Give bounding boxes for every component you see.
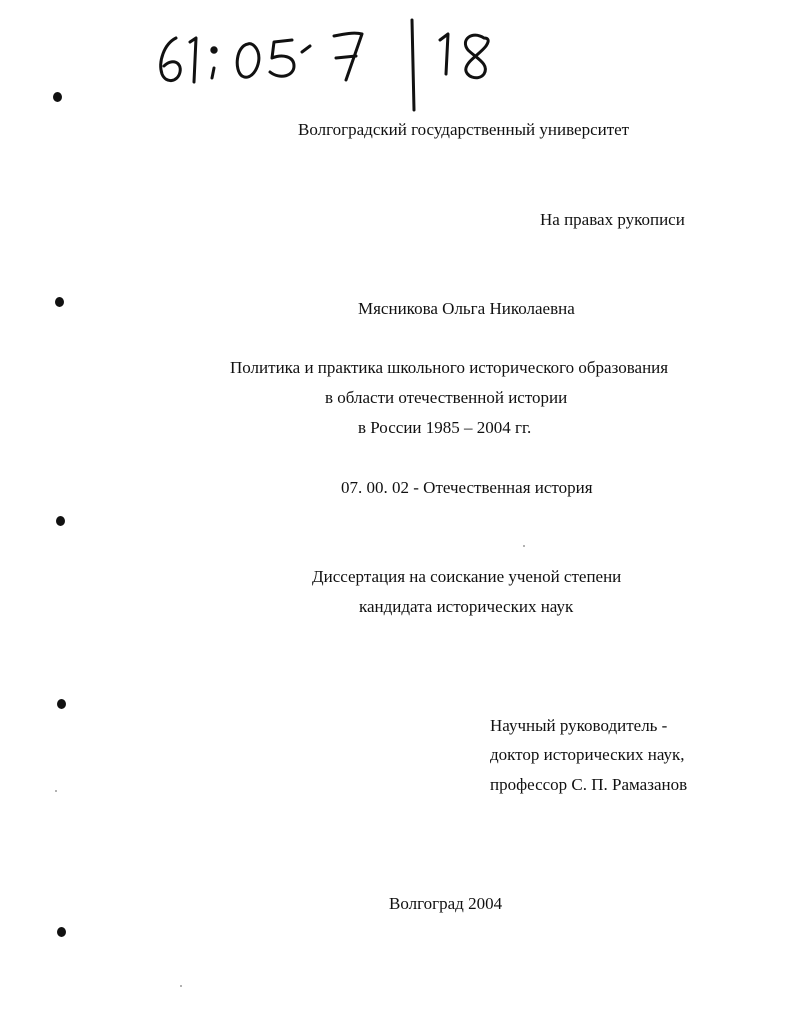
punch-hole-marker [56, 516, 65, 526]
dissertation-title-line: Политика и практика школьного исторического образования [230, 358, 669, 377]
manuscript-rights-note: На правах рукописи [540, 210, 685, 229]
punch-hole-marker [57, 699, 66, 709]
city-year: Волгоград 2004 [389, 894, 503, 913]
degree-statement-line: Диссертация на соискание ученой степени [312, 567, 622, 586]
handwritten-code-drawing [150, 10, 520, 115]
punch-hole-marker [53, 92, 62, 102]
supervisor-line: доктор исторических наук, [490, 745, 685, 764]
scan-speck [180, 985, 182, 987]
scan-speck [523, 545, 525, 547]
handwritten-archive-code [150, 10, 520, 115]
dissertation-title-line: в области отечественной истории [325, 388, 568, 407]
specialty-code: 07. 00. 02 - Отечественная история [341, 478, 593, 497]
supervisor-line: Научный руководитель - [490, 716, 668, 735]
university-name: Волгоградский государственный университет [298, 120, 630, 139]
degree-statement-line: кандидата исторических наук [359, 597, 574, 616]
supervisor-line: профессор С. П. Рамазанов [490, 775, 688, 794]
punch-hole-marker [55, 297, 64, 307]
scan-speck [55, 790, 57, 792]
punch-hole-marker [57, 927, 66, 937]
author-name: Мясникова Ольга Николаевна [358, 299, 575, 318]
dissertation-title-line: в России 1985 – 2004 гг. [358, 418, 532, 437]
